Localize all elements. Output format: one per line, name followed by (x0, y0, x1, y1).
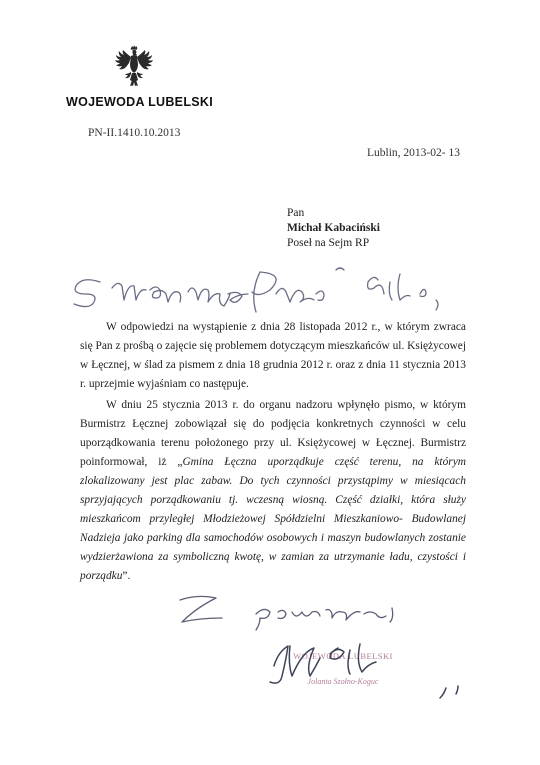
body-paragraph-1: W odpowiedzi na wystąpienie z dnia 28 listopada 2012 r., w którym zwraca się Pan z prośbą o zajęcie się problemem dotyczącym mieszkańców ul. Księżycowej w Łęcznej, w ślad za pismem z dnia 18 grudnia 2012 r. oraz z dnia 11 stycznia 2013 r. uprzejmie wyjaśniam co następuje. (80, 321, 466, 390)
handwritten-signature (250, 636, 480, 706)
addressee-salutation: Pan (287, 207, 305, 219)
stamp-office: WOJEWODA LUBELSKI (293, 651, 393, 661)
reference-number: PN-II.1410.10.2013 (88, 127, 181, 139)
body-paragraph-2-intro: W dniu 25 stycznia 2013 r. do organu nadzoru wpłynęło pismo, w którym Burmistrz Łęcznej zobowiązał się do podjęcia konkretnych czynności w celu uporządkowania terenu położonego przy ul. Księżycowej w Łęcznej. Burmistrz poinformował, iż „ (80, 399, 466, 468)
body-paragraph-2-end: ”. (122, 570, 131, 582)
handwritten-closing (160, 588, 480, 634)
issuing-office: WOJEWODA LUBELSKI (66, 95, 213, 109)
letter-body (80, 318, 466, 586)
body-paragraph-2 (80, 396, 466, 586)
handwritten-greeting (60, 262, 480, 314)
stamp-name: Jolanta Szołno-Koguc (307, 677, 379, 686)
place-and-date: Lublin, 2013-02- 13 (367, 147, 460, 159)
addressee-name: Michał Kabaciński (287, 222, 380, 234)
polish-eagle-emblem-icon (112, 44, 156, 92)
addressee-block (287, 206, 380, 251)
mayor-quote: Gmina Łęczna uporządkuje część terenu, na którym zlokalizowany jest plac zabaw. Do tych czynności przystąpimy w miesiącach sprzyjających porządkowaniu tj. wczesną wiosną. Część działki, która służy mieszkańcom przyległej Młodzieżowej Spółdzielni Mieszkaniowo- Budowlanej Nadzieja jako parking dla samochodów osobowych i maszyn budowlanych zostanie wydzierżawiona za symboliczną kwotę, w zamian za utrzymanie ładu, czystości i porządku (80, 456, 466, 582)
addressee-title: Poseł na Sejm RP (287, 237, 370, 249)
